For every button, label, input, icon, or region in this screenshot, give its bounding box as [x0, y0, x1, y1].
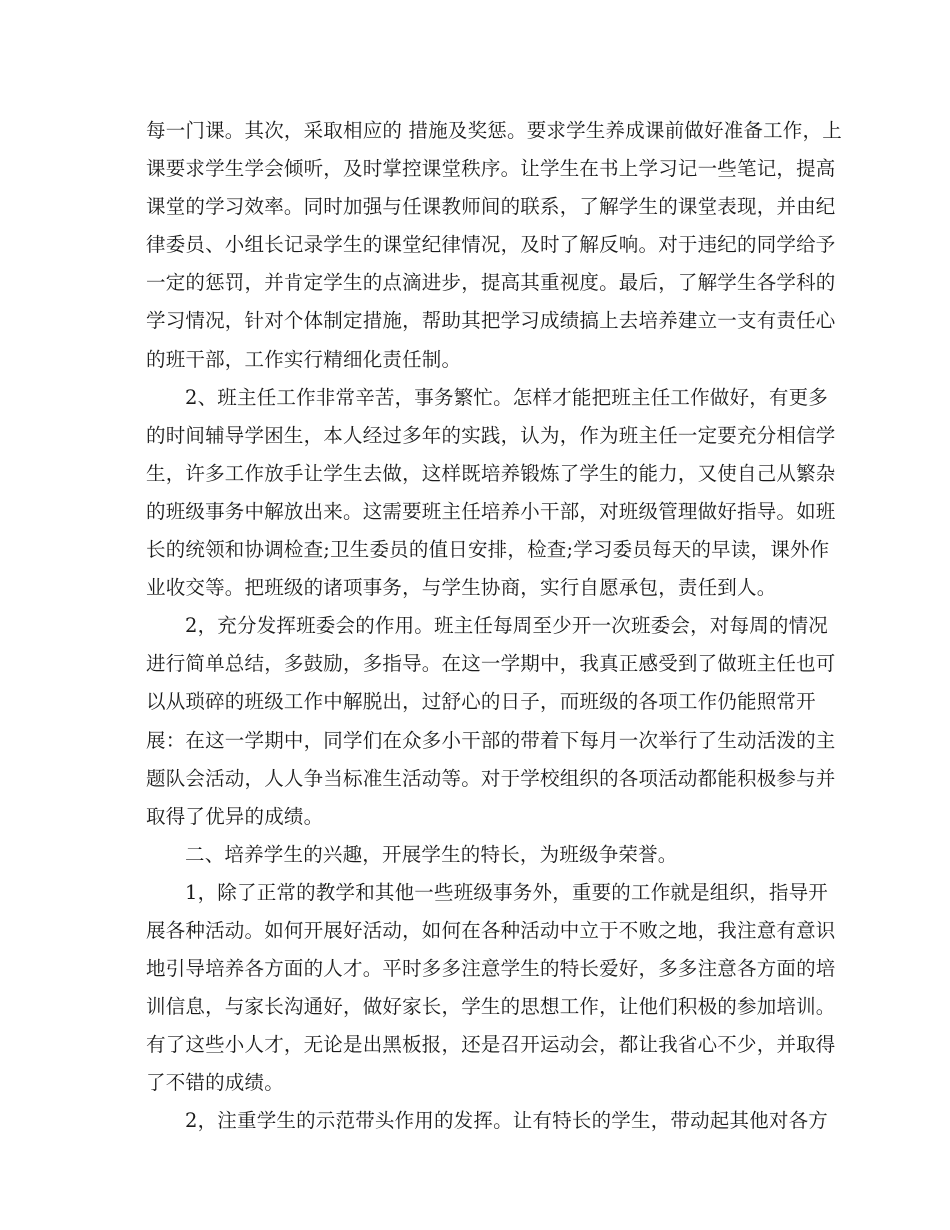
text-line: 题队会活动，人人争当标准生活动等。对于学校组织的各项活动都能积极参与并 — [146, 766, 836, 790]
text-line: 学习情况，针对个体制定措施，帮助其把学习成绩搞上去培养建立一支有责任心 — [146, 309, 836, 333]
text-line: 课堂的学习效率。同时加强与任课教师间的联系，了解学生的课堂表现，并由纪 — [146, 195, 836, 219]
text-line: 每一门课。其次，采取相应的 措施及奖惩。要求学生养成课前做好准备工作，上 — [146, 119, 842, 142]
text-line: 生，许多工作放手让学生去做，这样既培养锻炼了学生的能力，又使自己从繁杂 — [146, 461, 836, 485]
text-line: 了不错的成绩。 — [146, 1071, 284, 1095]
text-line: 取得了优异的成绩。 — [146, 804, 324, 828]
text-line: 课要求学生学会倾听，及时掌控课堂秩序。让学生在书上学习记一些笔记，提高 — [146, 157, 836, 181]
text-line: 律委员、小组长记录学生的课堂纪律情况，及时了解反响。对于违纪的同学给予 — [146, 233, 836, 257]
text-line: 以从琐碎的班级工作中解脱出，过舒心的日子，而班级的各项工作仍能照常开 — [146, 690, 816, 714]
text-line: 二、培养学生的兴趣，开展学生的特长，为班级争荣誉。 — [185, 842, 678, 866]
text-line: 长的统领和协调检查;卫生委员的值日安排，检查;学习委员每天的早读，课外作 — [146, 538, 830, 562]
text-line: 1，除了正常的教学和其他一些班级事务外，重要的工作就是组织，指导开 — [185, 880, 829, 904]
text-line: 2、班主任工作非常辛苦，事务繁忙。怎样才能把班主任工作做好，有更多 — [185, 385, 829, 409]
text-line: 的班干部，工作实行精细化责任制。 — [146, 347, 462, 371]
text-line: 训信息，与家长沟通好，做好家长，学生的思想工作，让他们积极的参加培训。 — [146, 995, 836, 1019]
text-line: 展各种活动。如何开展好活动，如何在各种活动中立于不败之地，我注意有意识 — [146, 918, 836, 942]
text-line: 展：在这一学期中，同学们在众多小干部的带着下每月一次举行了生动活泼的主 — [146, 728, 836, 752]
text-line: 2，充分发挥班委会的作用。班主任每周至少开一次班委会，对每周的情况 — [185, 614, 829, 638]
text-line: 有了这些小人才，无论是出黑板报，还是召开运动会，都让我省心不少，并取得 — [146, 1033, 836, 1057]
text-line: 的班级事务中解放出来。这需要班主任培养小干部，对班级管理做好指导。如班 — [146, 499, 836, 523]
document-body — [146, 112, 842, 1141]
text-line: 一定的惩罚，并肯定学生的点滴进步，提高其重视度。最后，了解学生各学科的 — [146, 271, 836, 295]
text-line: 进行简单总结，多鼓励，多指导。在这一学期中，我真正感受到了做班主任也可 — [146, 652, 836, 676]
text-line: 业收交等。把班级的诸项事务，与学生协商，实行自愿承包，责任到人。 — [146, 576, 777, 600]
text-line: 2，注重学生的示范带头作用的发挥。让有特长的学生，带动起其他对各方 — [185, 1109, 829, 1133]
text-line: 的时间辅导学困生，本人经过多年的实践，认为，作为班主任一定要充分相信学 — [146, 423, 836, 447]
text-line: 地引导培养各方面的人才。平时多多注意学生的特长爱好，多多注意各方面的培 — [146, 957, 836, 981]
